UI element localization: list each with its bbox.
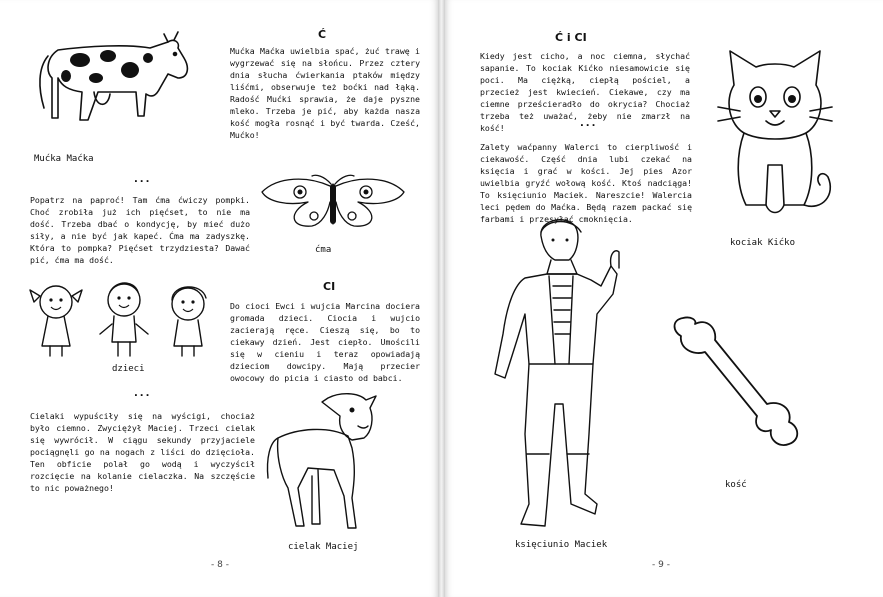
paragraph-dzieci: Do cioci Ewci i wujcia Marcina dociera gromada dzieci. Ciocia i wujcio zacierają ręce. Cieszą się, bo to ciekawy dzień. Jest ciepło. Umościli się w cieniu i teraz opowiadają dzieciom dowcipy. Mają przecier owocowy do picia i ciasto od babci. bbox=[230, 301, 420, 383]
moth-illustration bbox=[258, 172, 408, 232]
caption-kids: dzieci bbox=[112, 364, 145, 374]
heading-ci: CI bbox=[323, 280, 336, 293]
kids-illustration bbox=[26, 276, 218, 360]
caption-prince: księciunio Maciek bbox=[515, 540, 608, 550]
calf-illustration bbox=[258, 388, 418, 530]
paragraph-walerci: Zalety waćpanny Walerci to cierpliwość i ciekawość. Część dnia lubi czekać na księcia i grać w kości. Jej pies Azor uwielbia gryźć wołową kość. Ktoś nadciąga! To księciunio Maciek. Nareszcie! Walercia leci pędem do Maćka. Będą razem packać się farbami i przesyłać cmoknięcia. bbox=[480, 142, 692, 224]
cow-illustration bbox=[18, 28, 193, 138]
separator-dots: ... bbox=[134, 174, 152, 185]
caption-calf: cielak Maciej bbox=[288, 542, 359, 552]
caption-bone: kość bbox=[725, 480, 747, 490]
caption-cow: Mućka Maćka bbox=[34, 154, 94, 164]
prince-illustration bbox=[485, 214, 635, 532]
left-page bbox=[0, 0, 438, 597]
bone-illustration bbox=[667, 316, 805, 450]
heading-c: Ć bbox=[318, 28, 327, 41]
caption-moth: ćma bbox=[315, 245, 332, 255]
page-number-right: - 9 - bbox=[652, 560, 670, 570]
separator-dots: ... bbox=[580, 118, 598, 129]
paragraph-kicko: Kiedy jest cicho, a noc ciemna, słychać sapanie. To kociak Kićko niesamowicie się poci. Ma ciężką, ciepłą pościel, a przecież jest kwiecień. Ciekawe, czy ma ciemne prześcieradło do okrycia? Chociaż trzeba też uważać, żeby nie zmarzł na kość! bbox=[480, 51, 690, 133]
cat-illustration bbox=[710, 45, 840, 227]
heading-c-i-ci: Ć i CI bbox=[555, 31, 587, 44]
paragraph-mucka: Mućka Maćka uwielbia spać, żuć trawę i wygrzewać się na słońcu. Przez cztery dnia słucha ćwierkania ptaków między liśćmi, obserwuje też boćki nad łąką. Radość Mućki sprawia, że daje pyszne mleko. Trzeba je pić, aby każda nasza kość mogła rosnąć i być twarda. Cześć, Mućko! bbox=[230, 46, 420, 140]
separator-dots-2: ... bbox=[134, 388, 152, 399]
page-gutter bbox=[438, 0, 445, 597]
right-page bbox=[445, 0, 883, 597]
paragraph-cma: Popatrz na paproć! Tam ćma ćwiczy pompki. Choć zrobiła już ich pięćset, to nie ma dość. Trzeba dbać o kondycję, by mieć dużo siły, a nie być jak kapeć. Ćma ma zadyszkę. Która to pompka? Pięćset trzydziesta? Dawać pić, ćma ma dość. bbox=[30, 195, 250, 265]
paragraph-cielak: Cielaki wypuściły się na wyścigi, chociaż było ciemno. Zwyciężył Maciej. Trzeci cielak się wywrócił. W ciągu sekundy przyjaciele pociągnęli go na nogach z liści do dzięcioła. Ten obficie polał go wodą i wyczyścił rozcięcie na kolanie cielaczka. Na szczęście to nic poważnego! bbox=[30, 411, 255, 493]
caption-cat: kociak Kićko bbox=[730, 238, 796, 248]
page-number-left: - 8 - bbox=[211, 560, 229, 570]
